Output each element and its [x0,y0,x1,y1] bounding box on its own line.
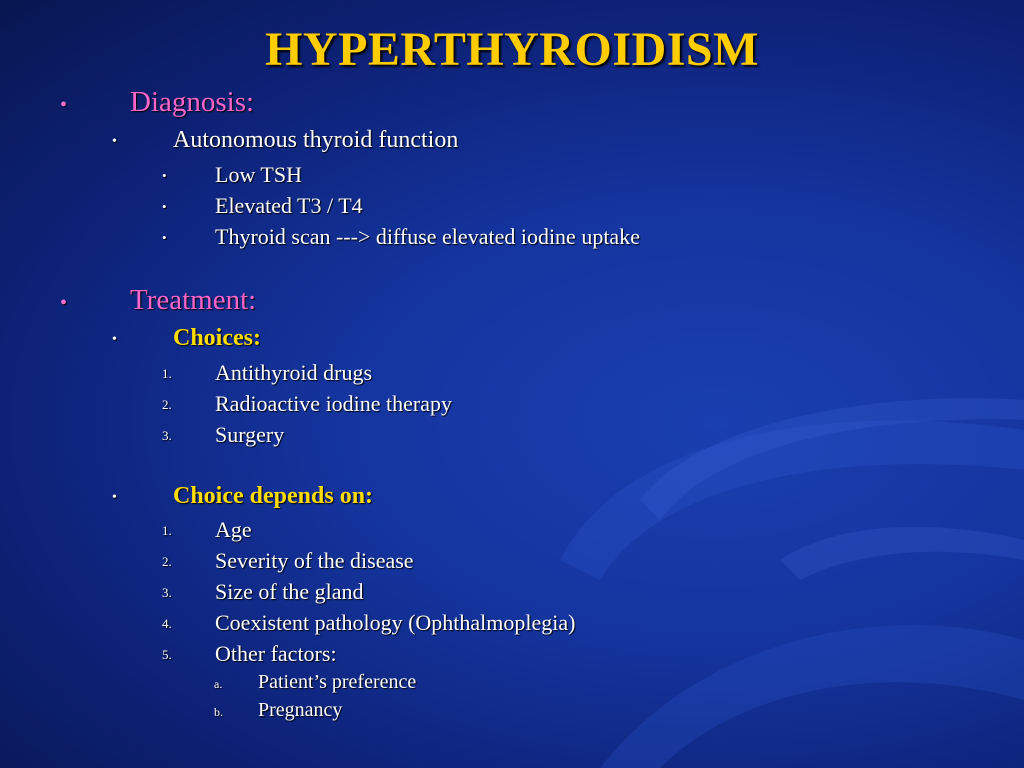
bullet-marker: • [162,230,167,245]
number-marker: 4. [162,616,172,631]
letter-marker: a. [214,677,223,691]
list-item-text: Severity of the disease [215,548,414,573]
bullet-marker: • [112,332,117,347]
list-item-text: Surgery [215,422,285,447]
letter-marker: b. [214,705,223,719]
list-item-text: Age [215,517,252,542]
list-item-text: Elevated T3 / T4 [215,193,363,218]
number-marker: 3. [162,428,172,443]
number-marker: 1. [162,366,172,381]
number-marker: 3. [162,585,172,600]
list-item-text: Thyroid scan ---> diffuse elevated iodine uptake [215,224,640,249]
bullet-marker: • [60,292,68,314]
number-marker: 1. [162,523,172,538]
list-item-text: Radioactive iodine therapy [215,391,453,416]
choice-depends-heading-text: Choice depends on: [173,483,374,509]
number-marker: 2. [162,554,172,569]
list-item-text: Antithyroid drugs [215,360,373,385]
list-item-text: Low TSH [215,162,302,187]
bullet-marker: • [162,199,167,214]
list-item-text: Coexistent pathology (Ophthalmoplegia) [215,610,576,635]
bullet-marker: • [60,94,68,116]
treatment-heading-text: Treatment: [130,284,257,316]
choices-heading-text: Choices: [173,325,261,351]
number-marker: 5. [162,647,172,662]
list-item-text: Size of the gland [215,579,364,604]
list-item-text: Other factors: [215,641,337,666]
slide-title: HYPERTHYROIDISM [265,23,759,76]
diagnosis-sub-text: Autonomous thyroid function [173,127,459,153]
bullet-marker: • [112,490,117,505]
bullet-marker: • [162,168,167,183]
list-item-text: Patient’s preference [258,671,417,693]
list-item-text: Pregnancy [258,699,343,721]
diagnosis-heading-text: Diagnosis: [130,86,255,118]
number-marker: 2. [162,397,172,412]
bullet-marker: • [112,134,117,149]
